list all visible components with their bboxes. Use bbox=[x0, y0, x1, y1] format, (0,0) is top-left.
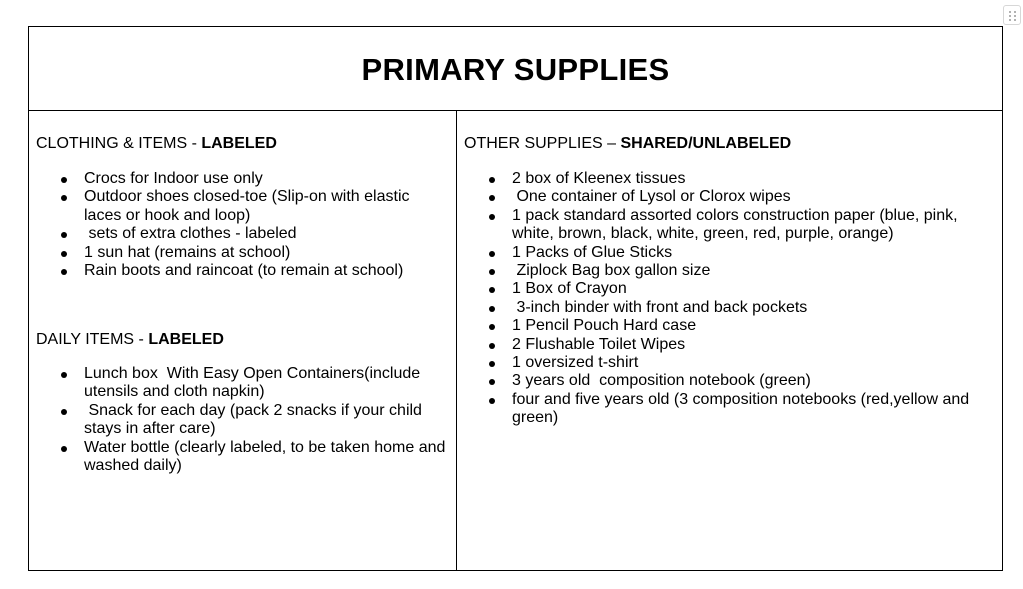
list-item-text: Outdoor shoes closed-toe (Slip-on with elastic laces or hook and loop) bbox=[84, 188, 414, 224]
bullet-icon bbox=[61, 251, 67, 257]
clothing-heading-tag: LABELED bbox=[201, 135, 277, 152]
bullet-icon bbox=[489, 306, 495, 312]
list-item bbox=[464, 372, 974, 390]
page-title: PRIMARY SUPPLIES bbox=[361, 52, 670, 87]
daily-heading-tag: LABELED bbox=[148, 331, 224, 348]
list-item-text: four and five years old (3 composition notebooks (red,yellow and green) bbox=[512, 390, 974, 427]
list-item bbox=[36, 188, 451, 225]
right-column bbox=[457, 111, 1002, 570]
list-item bbox=[464, 391, 974, 428]
bullet-icon bbox=[489, 379, 495, 385]
list-item-text: Water bottle (clearly labeled, to be taken home and washed daily) bbox=[84, 438, 450, 475]
title-row bbox=[29, 27, 1002, 111]
daily-list bbox=[36, 365, 451, 475]
list-item bbox=[464, 299, 974, 317]
list-item bbox=[36, 365, 451, 402]
bullet-icon bbox=[489, 251, 495, 257]
list-item-text: sets of extra clothes - labeled bbox=[84, 225, 297, 243]
list-item-text: One container of Lysol or Clorox wipes bbox=[512, 188, 791, 206]
other-supplies-list bbox=[464, 170, 974, 428]
list-item-text: 3 years old composition notebook (green) bbox=[512, 372, 811, 390]
bullet-icon bbox=[61, 195, 67, 201]
list-item-text: 2 Flushable Toilet Wipes bbox=[512, 335, 686, 353]
bullet-icon bbox=[61, 409, 67, 415]
other-supplies-heading-tag: SHARED/UNLABELED bbox=[620, 135, 792, 152]
list-item bbox=[464, 188, 974, 206]
list-item-text: 3-inch binder with front and back pockets bbox=[512, 298, 808, 316]
list-item bbox=[464, 207, 974, 244]
list-item bbox=[36, 439, 451, 476]
list-item bbox=[464, 244, 974, 262]
list-item-text: 1 Packs of Glue Sticks bbox=[512, 243, 673, 261]
daily-heading bbox=[36, 331, 224, 349]
bullet-icon bbox=[489, 195, 495, 201]
list-item bbox=[36, 225, 451, 243]
list-item bbox=[36, 262, 451, 280]
bullet-icon bbox=[61, 372, 67, 378]
other-supplies-heading-text: OTHER SUPPLIES – bbox=[464, 135, 621, 152]
list-item-text: 1 Box of Crayon bbox=[512, 280, 627, 298]
bullet-icon bbox=[61, 269, 67, 275]
list-item bbox=[464, 336, 974, 354]
clothing-heading bbox=[36, 135, 277, 153]
list-item-text: 1 pack standard assorted colors construction paper (blue, pink, white, brown, black, white, green, red, purple, orange) bbox=[512, 206, 963, 243]
list-item-text: Snack for each day (pack 2 snacks if your child stays in after care) bbox=[84, 401, 427, 438]
bullet-icon bbox=[61, 177, 67, 183]
list-item-text: Ziplock Bag box gallon size bbox=[512, 262, 711, 280]
bullet-icon bbox=[489, 398, 495, 404]
clothing-list bbox=[36, 170, 451, 280]
supplies-table bbox=[28, 26, 1003, 571]
bullet-icon bbox=[489, 361, 495, 367]
list-item bbox=[464, 354, 974, 372]
other-supplies-heading bbox=[464, 135, 791, 153]
list-item-text: 1 Pencil Pouch Hard case bbox=[512, 317, 697, 335]
bullet-icon bbox=[61, 232, 67, 238]
daily-heading-text: DAILY ITEMS - bbox=[36, 331, 149, 348]
list-item-text: Rain boots and raincoat (to remain at school) bbox=[84, 262, 404, 280]
bullet-icon bbox=[489, 177, 495, 183]
list-item bbox=[36, 170, 451, 188]
left-column bbox=[29, 111, 457, 570]
list-item-text: 2 box of Kleenex tissues bbox=[512, 170, 686, 187]
list-item-text: Crocs for Indoor use only bbox=[84, 170, 263, 187]
bullet-icon bbox=[489, 343, 495, 349]
drag-handle-icon[interactable] bbox=[1003, 5, 1021, 25]
list-item bbox=[36, 402, 451, 439]
bullet-icon bbox=[61, 446, 67, 452]
list-item bbox=[464, 262, 974, 280]
list-item bbox=[464, 317, 974, 335]
bullet-icon bbox=[489, 287, 495, 293]
list-item-text: 1 oversized t-shirt bbox=[512, 354, 639, 372]
list-item-text: 1 sun hat (remains at school) bbox=[84, 243, 291, 261]
list-item bbox=[464, 170, 974, 188]
bullet-icon bbox=[489, 214, 495, 220]
clothing-heading-text: CLOTHING & ITEMS - bbox=[36, 135, 202, 152]
list-item-text: Lunch box With Easy Open Containers(include utensils and cloth napkin) bbox=[84, 365, 425, 401]
bullet-icon bbox=[489, 324, 495, 330]
list-item bbox=[464, 280, 974, 298]
bullet-icon bbox=[489, 269, 495, 275]
list-item bbox=[36, 244, 451, 262]
